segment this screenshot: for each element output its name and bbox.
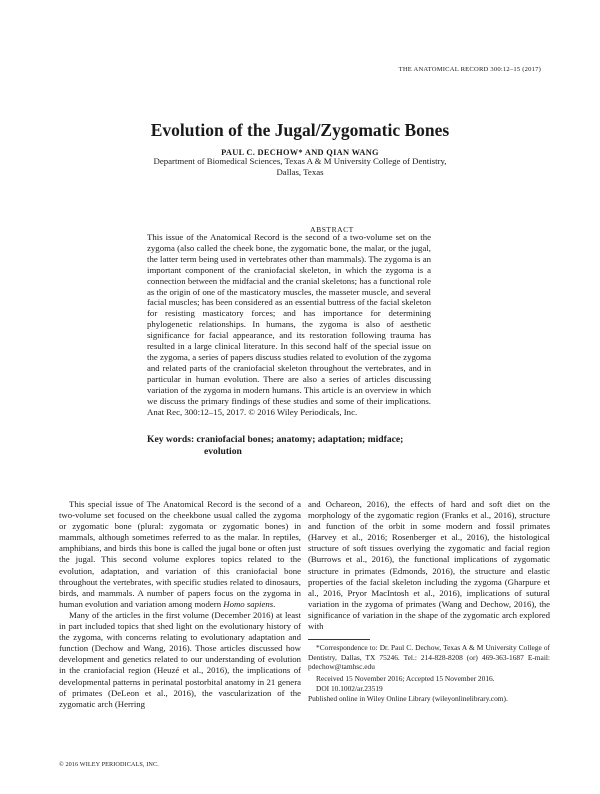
affiliation bbox=[0, 156, 600, 179]
keywords-line-1: Key words: craniofacial bones; anatomy; adaptation; midface; bbox=[147, 434, 404, 445]
affiliation-line-1: Department of Biomedical Sciences, Texas A & M University College of Dentistry, bbox=[153, 156, 447, 166]
body-text-end: . bbox=[273, 598, 276, 609]
correspondence-note: *Correspondence to: Dr. Paul C. Dechow, Texas A & M University College of Dentistry, Dallas, TX 75246. Tel.: 214-828-8208 (or) 469-363-1687 E-mail: pdechow@tamhsc.edu bbox=[308, 643, 550, 672]
keywords bbox=[147, 434, 437, 457]
body-paragraph: and Ochareon, 2016), the effects of hard and soft diet on the morphology of the zygomatic region (Franks et al., 2016), structure and function of the orbit in some modern and fossil primates (Harvey et al., 2016; Rosenberger et al., 2016), the histological structure of soft tissues overlying the zygomatic and facial region (Burrows et al., 2016), the functional implications of zygomatic structure in primates (Edmonds, 2016), the structure and elastic properties of the facial skeleton including the zygoma (Gharpure et al., 2016, Pryor MacIntosh et al., 2016), implications of sutural variation in the zygoma of primates (Wang and Dechow, 2016), the significance of variation in the shape of the zygomatic arch explored with bbox=[308, 499, 550, 632]
affiliation-line-2: Dallas, Texas bbox=[276, 167, 324, 178]
author-list: PAUL C. DECHOW* AND QIAN WANG bbox=[221, 148, 379, 157]
footnotes bbox=[308, 643, 550, 703]
body-column-right bbox=[308, 499, 550, 632]
keywords-line-2: evolution bbox=[204, 445, 242, 457]
journal-header: THE ANATOMICAL RECORD 300:12–15 (2017) bbox=[398, 66, 541, 73]
body-paragraph: Many of the articles in the first volume (December 2016) at least in part included topics that shed light on the evolutionary history of the zygoma, with concerns relating to evolutionary adaptation and function (Dechow and Wang, 2016). Those articles discussed how development and genetics related to our understanding of evolution in the craniofacial region (Heuzé et al., 2016), the implications of developmental patterns in perinatal postorbital anatomy in 21 genera of primates (DeLeon et al., 2016), the vascularization of the zygomatic arch (Herring bbox=[59, 609, 301, 709]
footnote-divider bbox=[308, 639, 370, 640]
received-note: Received 15 November 2016; Accepted 15 November 2016. bbox=[316, 674, 495, 684]
article-title: Evolution of the Jugal/Zygomatic Bones bbox=[150, 120, 450, 140]
body-paragraph bbox=[59, 499, 301, 610]
species-name: Homo sapiens bbox=[223, 598, 274, 609]
abstract-heading: ABSTRACT bbox=[310, 225, 354, 234]
copyright-footer: © 2016 WILEY PERIODICALS, INC. bbox=[59, 761, 159, 768]
body-text: This special issue of The Anatomical Record is the second of a two-volume set focused on the cheekbone usual called the zygoma or zygomatic bone (plural: zygomata or zygomatic bones) in mammals, although sometimes referred to as the malar. In reptiles, amphibians, and birds this bone is called the jugal bone or often just the jugal. This second volume explores topics related to the evolution, adaptation, and variation of this craniofacial bone throughout the vertebrates, with specific studies related to dinosaurs, birds, and mammals. A number of papers focus on the zygoma in human evolution and variation among modern bbox=[59, 499, 301, 609]
doi-note: DOI 10.1002/ar.23519 bbox=[316, 683, 383, 693]
published-note: Published online in Wiley Online Library (wileyonlinelibrary.com). bbox=[308, 693, 508, 703]
abstract-text: This issue of the Anatomical Record is the second of a two-volume set on the zygoma (also called the cheek bone, the zygomatic bone, the malar, or the jugal, the latter term being used in vertebrates other than mammals). The zygoma is an important component of the craniofacial skeleton, in which the zygoma is a connection between the midfacial and the cranial skeletons; has a functional role as the origin of one of the masticatory muscles, the masseter muscle, and several facial muscles; has been considered as an essential buttress of the facial skeleton for resisting masticatory forces; and has importance for determining phylogenetic relationships. In humans, the zygoma is also of aesthetic significance for facial appearance, and its restoration following trauma has resulted in a large clinical literature. In this second half of the special issue on the zygoma, a series of papers discuss studies related to evolution of the zygoma and related parts of the craniofacial skeleton throughout the vertebrates, and in particular in human evolution. There are also a series of articles discussing variation of the zygoma in modern humans. This article is an overview in which we discuss the primary findings of these studies and some of their implications. Anat Rec, 300:12–15, 2017. © 2016 Wiley Periodicals, Inc. bbox=[147, 232, 431, 417]
body-column-left bbox=[59, 499, 301, 710]
